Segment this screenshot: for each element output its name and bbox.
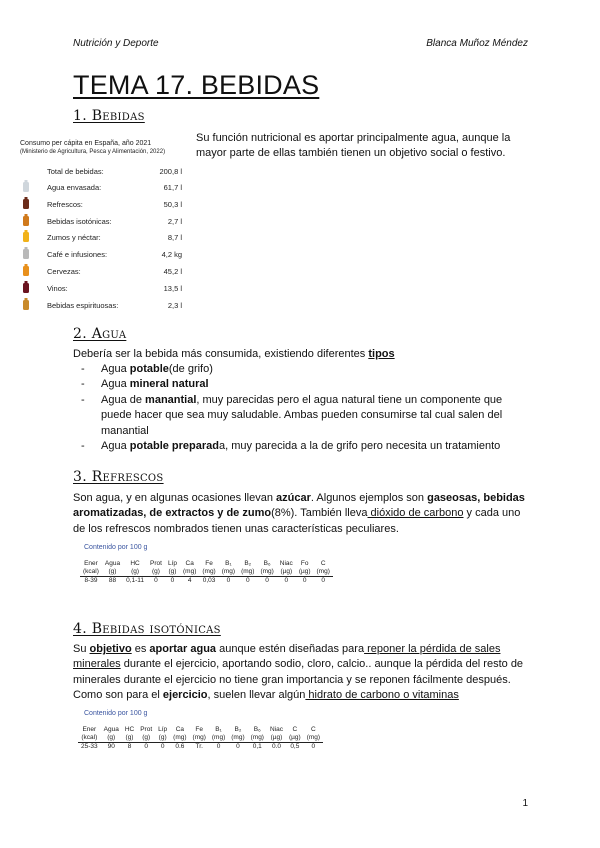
table-header-cell [102,560,123,577]
consumption-value: 45,2 l [163,267,182,276]
table-header-unit: (mg) [183,568,197,575]
agua-type-bold: manantial [145,393,197,406]
table-cell: 0 [170,577,175,584]
table-cell: 0 [216,743,221,750]
table-header-name: B₁ [225,560,232,567]
table-header-unit: (g) [107,734,116,741]
table-header-cell [123,560,147,577]
table-header-unit: (µg) [298,568,311,575]
agua-type-pre: Agua de [101,393,146,406]
table-header-cell [257,560,276,577]
table-row [78,743,323,752]
table-header-unit: (mg) [221,568,236,575]
table-cell: 0 [236,743,240,750]
table-header-name: Prot [150,560,162,567]
juice-icon [20,230,32,243]
agua-type-bold: potable [129,363,169,375]
bebidas-intro: Su función nutricional es aportar principalmente agua, aunque la mayor parte de ellas también tienen un objetivo social o festivo. [196,132,511,160]
agua-type-bold: mineral natural [129,378,209,391]
table-header-unit: (mg) [250,734,264,741]
table-header-name: B₂ [234,726,242,733]
table-header-unit: (mg) [202,568,216,575]
table-header-name: B₂ [244,560,252,567]
table-header-cell [314,560,333,577]
refrescos-co2: dióxido de carbono [367,507,464,520]
table-cell: 0 [265,577,269,584]
agua-type-post: , muy parecidas pero el agua natural tiene un componente que puede hacer que sea muy saludable. Ambas pueden consumirse tal cual salen del manantial [101,393,503,437]
agua-intro [73,347,533,362]
table-header-cell [277,560,296,577]
table-header-unit: (µg) [280,568,293,575]
table-header-unit: (kcal) [81,734,98,741]
table-header-unit: (mg) [231,734,245,741]
table-header-cell [147,560,165,577]
refrescos-text-2: . Algunos ejemplos son [310,492,428,504]
consumption-value: 4,2 kg [161,250,182,260]
table-header-unit: (µg) [288,734,301,741]
table-header-unit: (kcal) [83,568,99,575]
consumption-row [20,281,182,297]
isotonic-bottle-icon [20,214,32,227]
table-header-name: HC [130,560,140,567]
table-header-name: Líp [167,560,177,567]
consumption-total-row [20,164,182,180]
table-header-cell [304,726,323,743]
table-cell: 4 [187,577,192,584]
consumption-label: Refrescos: [47,199,83,209]
table-cell: 0,1 [252,743,262,750]
coffee-cup-icon [20,247,32,260]
table-header-name: Líp [158,726,168,733]
table-header-name: C [320,560,326,567]
table-header-name: Ener [84,560,98,567]
table-cell: 25-33 [81,743,98,750]
table-header-unit: (mg) [211,734,226,741]
table-header-unit: (mg) [192,734,206,741]
section-heading-isotonicas: 4. Bebidas isotónicas [73,621,221,637]
agua-type-pre: Agua [101,440,130,453]
consumption-row [20,298,182,314]
refrescos-nutrition-table [80,560,333,585]
page-number: 1 [522,798,528,809]
isotonicas-hc: hidrato de carbono o vitaminas [305,689,459,702]
consumption-row [20,264,182,280]
table-header-name: Fe [205,560,213,567]
table-header-name: Ca [185,560,194,567]
table-cell: 0 [245,577,250,584]
consumption-value: 2,3 l [167,300,182,310]
table-header-cell [165,560,180,577]
table-header-name: Niac [279,560,293,567]
consumption-title-line1: Consumo per cápita en España, año 2021 [20,140,152,147]
isotonicas-paragraph [73,642,533,704]
isotonicas-text-3: aunque estén diseñadas para [216,643,365,655]
table-header-name: B₆ [253,726,261,733]
table-header-name: Niac [269,726,283,733]
isotonicas-ejercicio: ejercicio [162,689,208,702]
table-header-cell [122,726,137,743]
table-cell: 0 [226,577,231,584]
agua-type-pre: Agua [101,363,130,375]
isotonicas-text-5: , suelen llevar algún [207,689,306,702]
table-cell: 0 [302,577,307,584]
table-cell: 0 [154,577,158,584]
isotonicas-nutrition-table [78,726,323,751]
consumption-label: Bebidas isotónicas: [47,216,112,226]
table-header-cell [219,560,238,577]
consumption-value: 61,7 l [163,183,182,192]
table-cell: 8-39 [84,577,98,584]
consumption-value: 50,3 l [163,199,182,209]
consumption-title [20,140,190,156]
table-header-cell [199,560,218,577]
table-header-name: B₆ [263,560,271,567]
table-header-cell [155,726,170,743]
page-title: TEMA 17. BEBIDAS [73,70,320,100]
table-header-cell [248,726,267,743]
table-header-cell [238,560,257,577]
isotonicas-objetivo: objetivo [89,643,132,655]
isotonicas-text-1: Su [73,643,90,655]
refrescos-azucar: azúcar [276,492,311,504]
table-cell: 0,1-11 [126,577,145,584]
table-cell: 0 [284,577,289,584]
agua-type-item [73,393,528,439]
table-header-cell [78,726,101,743]
section-heading-agua: 2. Agua [73,326,127,342]
table-header-name: C [311,726,316,733]
consumption-label: Zumos y néctar: [47,233,101,243]
table-cell: Tr. [195,743,203,750]
agua-type-bold: potable preparad [129,440,219,453]
table-header-unit: (g) [108,568,117,575]
table-header-name: C [292,726,298,733]
consumption-source: (Ministerio de Agricultura, Pesca y Alimentación, 2022) [20,149,166,155]
consumption-row [20,230,182,246]
table-header-unit: (g) [168,568,177,575]
table-header-cell [296,560,314,577]
consumption-label: Cervezas: [47,267,81,276]
table-header-cell [101,726,122,743]
table-cell: 0.0 [271,743,281,750]
table-cell: 0 [144,743,148,750]
consumption-row [20,180,182,196]
header-author: Blanca Muñoz Méndez [426,38,528,49]
table-header-cell [170,726,189,743]
table-header-unit: (mg) [260,568,274,575]
consumption-row [20,247,182,263]
table-header-cell [137,726,155,743]
consumption-label: Bebidas espirituosas: [47,300,119,310]
refrescos-text-1: Son agua, y en algunas ocasiones llevan [73,492,277,504]
agua-type-item [73,439,528,454]
table-header-unit: (mg) [173,734,187,741]
refrescos-table-caption: Contenido por 100 g [84,544,148,551]
table-cell: 0,5 [290,743,300,750]
water-bottle-icon [20,180,32,193]
table-header-unit: (g) [152,568,160,575]
section-heading-refrescos: 3. Refrescos [73,469,164,485]
table-header-cell [267,726,286,743]
consumption-label: Agua envasada: [47,183,102,192]
table-header-name: B₁ [215,726,222,733]
consumption-label: Vinos: [47,283,68,293]
table-cell: 0 [160,743,165,750]
beer-icon [20,264,32,277]
table-header-name: Ener [82,726,97,733]
refrescos-text-3: (8%). También lleva [271,507,368,520]
table-cell: 90 [107,743,115,750]
table-header-name: Prot [140,726,153,733]
agua-types-list [73,362,528,454]
agua-type-item [73,362,528,377]
consumption-row [20,197,182,213]
table-cell: 0 [321,577,325,584]
table-header-name: HC [124,726,135,733]
table-header-name: Agua [103,726,119,733]
consumption-value: 8,7 l [167,233,182,243]
table-header-name: Ca [175,726,184,733]
table-header-cell [190,726,209,743]
header-subject: Nutrición y Deporte [73,38,159,49]
table-header-cell [209,726,228,743]
table-header-unit: (g) [158,734,167,741]
soda-bottle-icon [20,197,32,210]
agua-type-item [73,377,528,392]
table-header-name: Agua [104,560,121,567]
consumption-value: 2,7 l [167,216,182,226]
table-header-unit: (mg) [241,568,255,575]
table-header-unit: (g) [131,568,140,575]
table-cell: 0.6 [175,743,185,750]
table-header-name: Fo [300,560,309,567]
consumption-row [20,214,182,230]
section-heading-bebidas: 1. Bebidas [73,108,145,124]
wine-glass-icon [20,281,32,294]
consumption-total-value: 200,8 l [159,167,182,176]
table-header-unit: (mg) [316,568,330,575]
agua-type-pre: Agua [101,378,130,391]
table-header-unit: (g) [142,734,151,741]
table-header-cell [228,726,247,743]
table-row [80,577,333,586]
isotonicas-text-4: durante el ejercicio, aportando sodio, cloro, calcio.. aunque la pérdida del resto de minerales durante el ejercicio no tiene gran importancia y se reponen fácilmente después. Como son para el [73,658,524,702]
agua-intro-tipos: tipos [368,348,395,360]
agua-type-post: (de grifo) [168,363,213,375]
table-cell: 8 [127,743,132,750]
consumption-label: Café e infusiones: [47,250,108,260]
refrescos-paragraph [73,491,533,537]
table-header-name: Fe [195,726,203,733]
table-header-cell [80,560,102,577]
table-cell: 88 [108,577,117,584]
isotonicas-aportar-agua: aportar agua [149,643,217,655]
isotonicas-text-2: es [131,643,150,655]
consumption-total-label: Total de bebidas: [47,167,104,176]
table-header-cell [180,560,199,577]
spirits-glass-icon [20,298,32,311]
refrescos-examples: gaseosas, bebidas aromatizadas, de extractos y de zumo [73,492,525,520]
table-header-unit: (µg) [270,734,283,741]
table-header-unit: (mg) [306,734,321,741]
table-header-cell [286,726,304,743]
agua-type-post: a, muy parecida a la de grifo pero necesita un tratamiento [219,440,501,453]
refrescos-text-4: y cada uno de los refrescos nombrados tienen unas características peculiares. [73,507,521,535]
table-cell: 0 [311,743,316,750]
isotonicas-sales: reponer la pérdida de sales minerales [73,643,501,671]
consumption-value: 13,5 l [163,283,182,293]
agua-intro-text: Debería ser la bebida más consumida, existiendo diferentes [73,348,369,360]
table-header-unit: (g) [125,734,134,741]
table-cell: 0,03 [202,577,216,584]
isotonicas-table-caption: Contenido por 100 g [84,710,148,717]
